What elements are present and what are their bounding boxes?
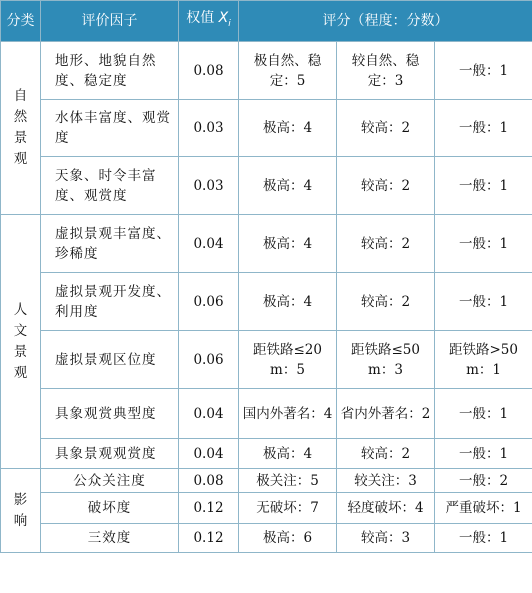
score-cell-2: 距铁路≤50 m：3 [337, 331, 435, 389]
category-cell [1, 42, 41, 215]
score-cell-1: 国内外著名：4 [239, 389, 337, 439]
score-cell-1: 极高：4 [239, 100, 337, 157]
factor-cell: 虚拟景观丰富度、珍稀度 [41, 215, 179, 273]
factor-cell: 三效度 [41, 524, 179, 553]
factor-cell: 天象、时令丰富度、观赏度 [41, 157, 179, 215]
score-cell-1: 极关注：5 [239, 469, 337, 493]
weight-cell: 0.03 [179, 157, 239, 215]
header-score: 评分（程度：分数） [239, 1, 532, 42]
factor-cell: 具象观赏典型度 [41, 389, 179, 439]
score-cell-2: 较高：3 [337, 524, 435, 553]
score-cell-2: 较高：2 [337, 215, 435, 273]
factor-cell: 具象景观观赏度 [41, 439, 179, 469]
score-cell-3: 一般：1 [435, 100, 532, 157]
category-char: 景 [13, 343, 28, 360]
factor-cell: 公众关注度 [41, 469, 179, 493]
category-cell [1, 215, 41, 469]
score-cell-1: 距铁路≤20 m：5 [239, 331, 337, 389]
category-char: 自 [13, 88, 28, 104]
header-weight-sub: i [228, 18, 231, 29]
header-weight-label: 权值 [186, 10, 215, 27]
factor-cell: 地形、地貌自然度、稳定度 [41, 42, 179, 100]
score-cell-1: 极高：4 [239, 439, 337, 469]
category-cell [1, 469, 41, 553]
score-cell-3: 距铁路>50 m：1 [435, 331, 532, 389]
table-row [1, 469, 532, 493]
score-cell-2: 省内外著名：2 [337, 389, 435, 439]
header-category: 分类 [1, 1, 41, 42]
score-cell-1: 无破坏：7 [239, 493, 337, 524]
table-row [1, 42, 532, 100]
factor-cell: 水体丰富度、观赏度 [41, 100, 179, 157]
factor-cell: 虚拟景观开发度、利用度 [41, 273, 179, 331]
score-cell-2: 较自然、稳定：3 [337, 42, 435, 100]
category-char: 响 [13, 512, 28, 529]
score-cell-1: 极高：4 [239, 157, 337, 215]
score-cell-3: 一般：1 [435, 215, 532, 273]
factor-cell: 破坏度 [41, 493, 179, 524]
weight-cell: 0.06 [179, 273, 239, 331]
category-char: 然 [13, 109, 28, 125]
weight-cell: 0.08 [179, 469, 239, 493]
score-cell-1: 极高：6 [239, 524, 337, 553]
score-cell-3: 一般：1 [435, 42, 532, 100]
score-cell-1: 极自然、稳定：5 [239, 42, 337, 100]
score-cell-3: 一般：1 [435, 439, 532, 469]
score-cell-2: 较高：2 [337, 157, 435, 215]
table-row [1, 100, 532, 157]
table-row [1, 439, 532, 469]
weight-cell: 0.06 [179, 331, 239, 389]
weight-cell: 0.12 [179, 493, 239, 524]
category-char: 观 [13, 151, 28, 167]
category-char: 文 [13, 322, 28, 339]
table-row [1, 493, 532, 524]
factor-cell: 虚拟景观区位度 [41, 331, 179, 389]
weight-cell: 0.04 [179, 439, 239, 469]
category-char: 人 [13, 301, 28, 318]
weight-cell: 0.03 [179, 100, 239, 157]
weight-cell: 0.08 [179, 42, 239, 100]
header-weight [179, 1, 239, 42]
table-body [1, 42, 532, 553]
score-cell-3: 一般：1 [435, 157, 532, 215]
score-cell-3: 一般：2 [435, 469, 532, 493]
score-cell-2: 较高：2 [337, 100, 435, 157]
table-row [1, 331, 532, 389]
score-cell-3: 严重破坏：1 [435, 493, 532, 524]
category-char: 景 [13, 130, 28, 146]
table-row [1, 215, 532, 273]
table-row [1, 157, 532, 215]
category-char: 影 [13, 491, 28, 508]
weight-cell: 0.04 [179, 215, 239, 273]
score-cell-3: 一般：1 [435, 273, 532, 331]
header-row [1, 1, 532, 42]
score-cell-1: 极高：4 [239, 273, 337, 331]
score-cell-3: 一般：1 [435, 524, 532, 553]
score-cell-2: 较高：2 [337, 439, 435, 469]
score-cell-2: 较关注：3 [337, 469, 435, 493]
header-factor: 评价因子 [41, 1, 179, 42]
header-weight-var: X [218, 10, 229, 27]
score-cell-3: 一般：1 [435, 389, 532, 439]
table-row [1, 524, 532, 553]
score-cell-2: 轻度破坏：4 [337, 493, 435, 524]
category-char: 观 [13, 364, 28, 381]
score-cell-2: 较高：2 [337, 273, 435, 331]
table-row [1, 389, 532, 439]
score-cell-1: 极高：4 [239, 215, 337, 273]
table-row [1, 273, 532, 331]
weight-cell: 0.04 [179, 389, 239, 439]
weight-cell: 0.12 [179, 524, 239, 553]
